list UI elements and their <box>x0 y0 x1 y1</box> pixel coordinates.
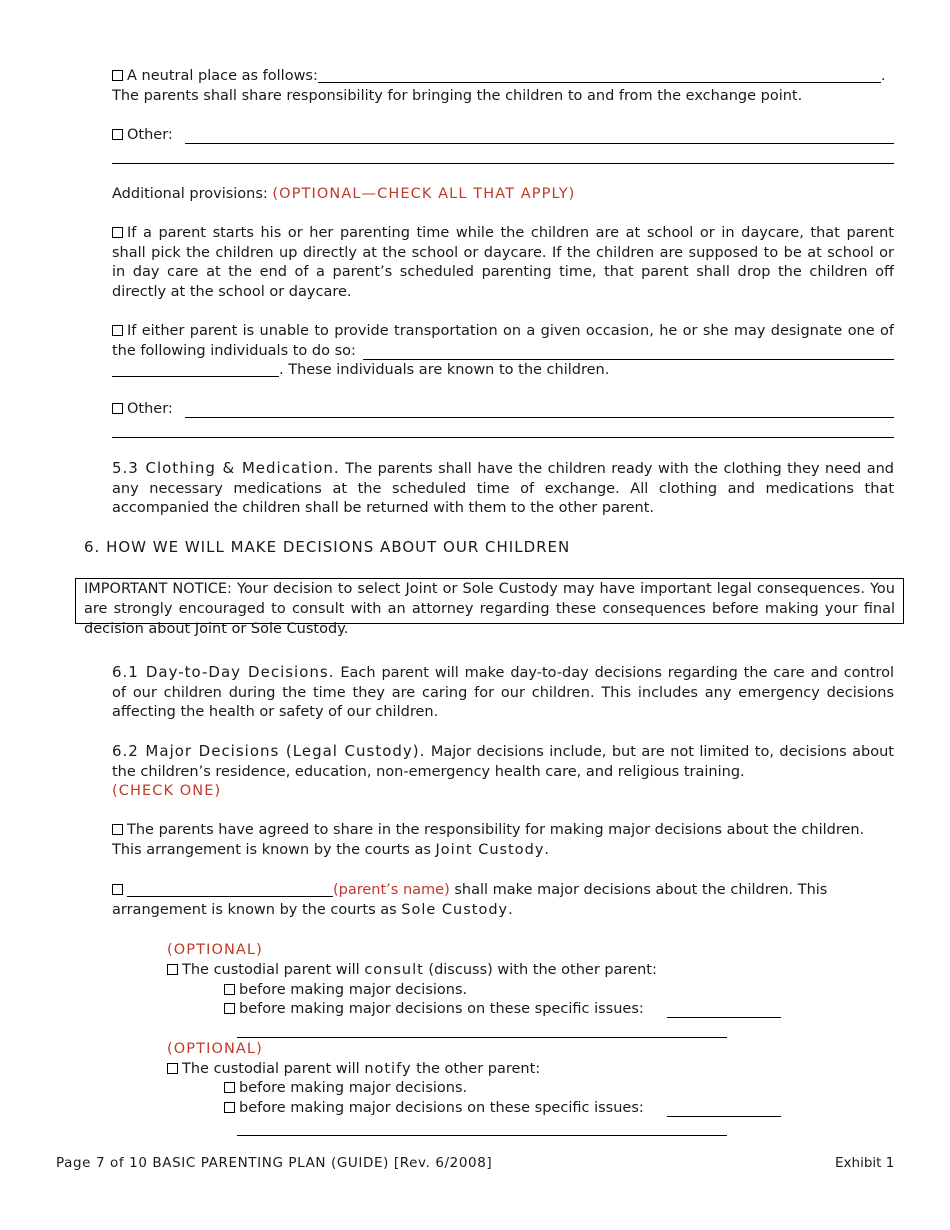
additional-other-label: Other: <box>127 401 173 417</box>
notify-opt-b-row <box>224 1099 644 1119</box>
consult-lead-b: (discuss) with the other parent: <box>428 962 657 978</box>
consult-opt-b-checkbox[interactable] <box>224 1003 235 1014</box>
sole-custody-checkbox[interactable] <box>112 884 123 895</box>
consult-opt-a-text: before making major decisions. <box>239 982 468 998</box>
designate-end: . These individuals are known to the children. <box>279 362 610 378</box>
clothing-medication-section <box>112 459 894 519</box>
footer-page-info: Page 7 of 10 BASIC PARENTING PLAN (GUIDE) [Rev. 6/2008] <box>56 1155 493 1171</box>
joint-custody-text: The parents have agreed to share in the responsibility for making major decisions about the children. This arrangement is known by the courts as <box>112 822 865 858</box>
clothing-medication-heading: 5.3 Clothing & Medication. <box>112 459 340 477</box>
school-provision-text: If a parent starts his or her parenting time while the children are at school or in daycare, that parent shall pick the children up directly at the school or daycare. If the children are supposed to be at school or in day care at the end of a parent’s scheduled parenting time, that parent shall drop the children off directly at the school or daycare. <box>112 225 894 301</box>
designate-provision-text: If either parent is unable to provide transportation on a given occasion, he or she may designate one of the following individuals to do so: <box>112 323 894 359</box>
designate-field-line1[interactable] <box>363 359 894 360</box>
consult-opt-a-checkbox[interactable] <box>224 984 235 995</box>
notify-issues-field-line1[interactable] <box>667 1116 781 1117</box>
additional-provisions-label: Additional provisions: <box>112 186 268 202</box>
sole-custody-term: Sole Custody <box>401 901 509 918</box>
transport-other-label: Other: <box>127 127 173 143</box>
optional-consult-tag: (OPTIONAL) <box>167 942 263 958</box>
joint-custody-checkbox[interactable] <box>112 824 123 835</box>
designate-provision <box>112 322 894 361</box>
notify-checkbox[interactable] <box>167 1063 178 1074</box>
notify-opt-a-row <box>224 1079 467 1099</box>
parent-name-field[interactable] <box>127 882 333 897</box>
transport-other-field-line1[interactable] <box>185 143 894 144</box>
consult-term: consult <box>364 962 424 978</box>
designate-provision-checkbox[interactable] <box>112 325 123 336</box>
parent-name-tag: (parent’s name) <box>333 882 450 898</box>
check-one-tag: (CHECK ONE) <box>112 783 222 799</box>
consult-lead-a: The custodial parent will <box>182 962 360 978</box>
transport-other-field-line2[interactable] <box>112 163 894 164</box>
sole-custody-text: shall make major decisions about the children. This arrangement is known by the courts as <box>112 882 828 918</box>
additional-provisions-row <box>112 185 575 205</box>
section-6-heading: 6. HOW WE WILL MAKE DECISIONS ABOUT OUR CHILDREN <box>84 538 571 556</box>
consult-checkbox[interactable] <box>167 964 178 975</box>
footer-exhibit: Exhibit 1 <box>835 1155 895 1171</box>
school-provision <box>112 224 894 303</box>
additional-other-checkbox[interactable] <box>112 403 123 414</box>
notify-opt-a-text: before making major decisions. <box>239 1080 468 1096</box>
important-notice-box <box>75 578 904 637</box>
neutral-place-checkbox[interactable] <box>112 70 123 81</box>
day-to-day-text: Each parent will make day-to-day decisions regarding the care and control of our children during the time they are caring for our children. This includes any emergency decisions affecting the health or safety of our children. <box>112 665 895 721</box>
optional-notify-tag: (OPTIONAL) <box>167 1041 263 1057</box>
transport-other-row <box>112 126 173 146</box>
consult-issues-field-line2[interactable] <box>237 1037 727 1038</box>
notify-lead-a: The custodial parent will <box>182 1061 360 1077</box>
designate-field-line2[interactable] <box>112 362 279 377</box>
neutral-place-label: A neutral place as follows: <box>127 68 318 84</box>
important-notice-text: IMPORTANT NOTICE: Your decision to select Joint or Sole Custody may have important legal consequences. You are strongly encouraged to consult with an attorney regarding these consequences before making your final decision about Joint or Sole Custody. <box>84 581 895 637</box>
neutral-place-note: The parents shall share responsibility for bringing the children to and from the exchange point. <box>112 88 803 104</box>
joint-custody-option <box>112 821 894 860</box>
sole-custody-period: . <box>508 901 513 918</box>
additional-other-row <box>112 400 173 420</box>
school-provision-checkbox[interactable] <box>112 227 123 238</box>
consult-opt-b-row <box>224 1000 644 1020</box>
transport-other-checkbox[interactable] <box>112 129 123 140</box>
major-decisions-section <box>112 742 894 782</box>
neutral-place-row <box>112 67 902 87</box>
consult-opt-b-text: before making major decisions on these specific issues: <box>239 1001 644 1017</box>
notify-opt-b-checkbox[interactable] <box>224 1102 235 1113</box>
day-to-day-section <box>112 663 894 723</box>
consult-row <box>167 961 657 981</box>
notify-row <box>167 1060 540 1080</box>
consult-issues-field-line1[interactable] <box>667 1017 781 1018</box>
notify-opt-b-text: before making major decisions on these specific issues: <box>239 1100 644 1116</box>
additional-other-field-line1[interactable] <box>185 417 894 418</box>
designate-row2 <box>112 361 609 381</box>
consult-opt-a-row <box>224 981 467 1001</box>
notify-opt-a-checkbox[interactable] <box>224 1082 235 1093</box>
day-to-day-heading: 6.1 Day-to-Day Decisions. <box>112 663 335 681</box>
notify-term: notify <box>364 1061 412 1077</box>
notify-lead-b: the other parent: <box>416 1061 541 1077</box>
joint-custody-period: . <box>544 841 550 858</box>
additional-provisions-tag: (OPTIONAL—CHECK ALL THAT APPLY) <box>272 186 576 202</box>
major-decisions-heading: 6.2 Major Decisions (Legal Custody). <box>112 742 426 760</box>
notify-issues-field-line2[interactable] <box>237 1135 727 1136</box>
joint-custody-term: Joint Custody <box>435 841 545 858</box>
sole-custody-option <box>112 881 894 920</box>
additional-other-field-line2[interactable] <box>112 437 894 438</box>
neutral-place-field[interactable] <box>318 68 881 83</box>
neutral-place-end: . <box>880 68 886 84</box>
clothing-medication-text: The parents shall have the children ready with the clothing they need and any necessary medications at the scheduled time of exchange. All clothing and medications that accompanied the children shall be returned with them to the other parent. <box>112 461 894 517</box>
major-decisions-text: Major decisions include, but are not limited to, decisions about the children’s residence, education, non-emergency health care, and religious training. <box>112 744 894 780</box>
